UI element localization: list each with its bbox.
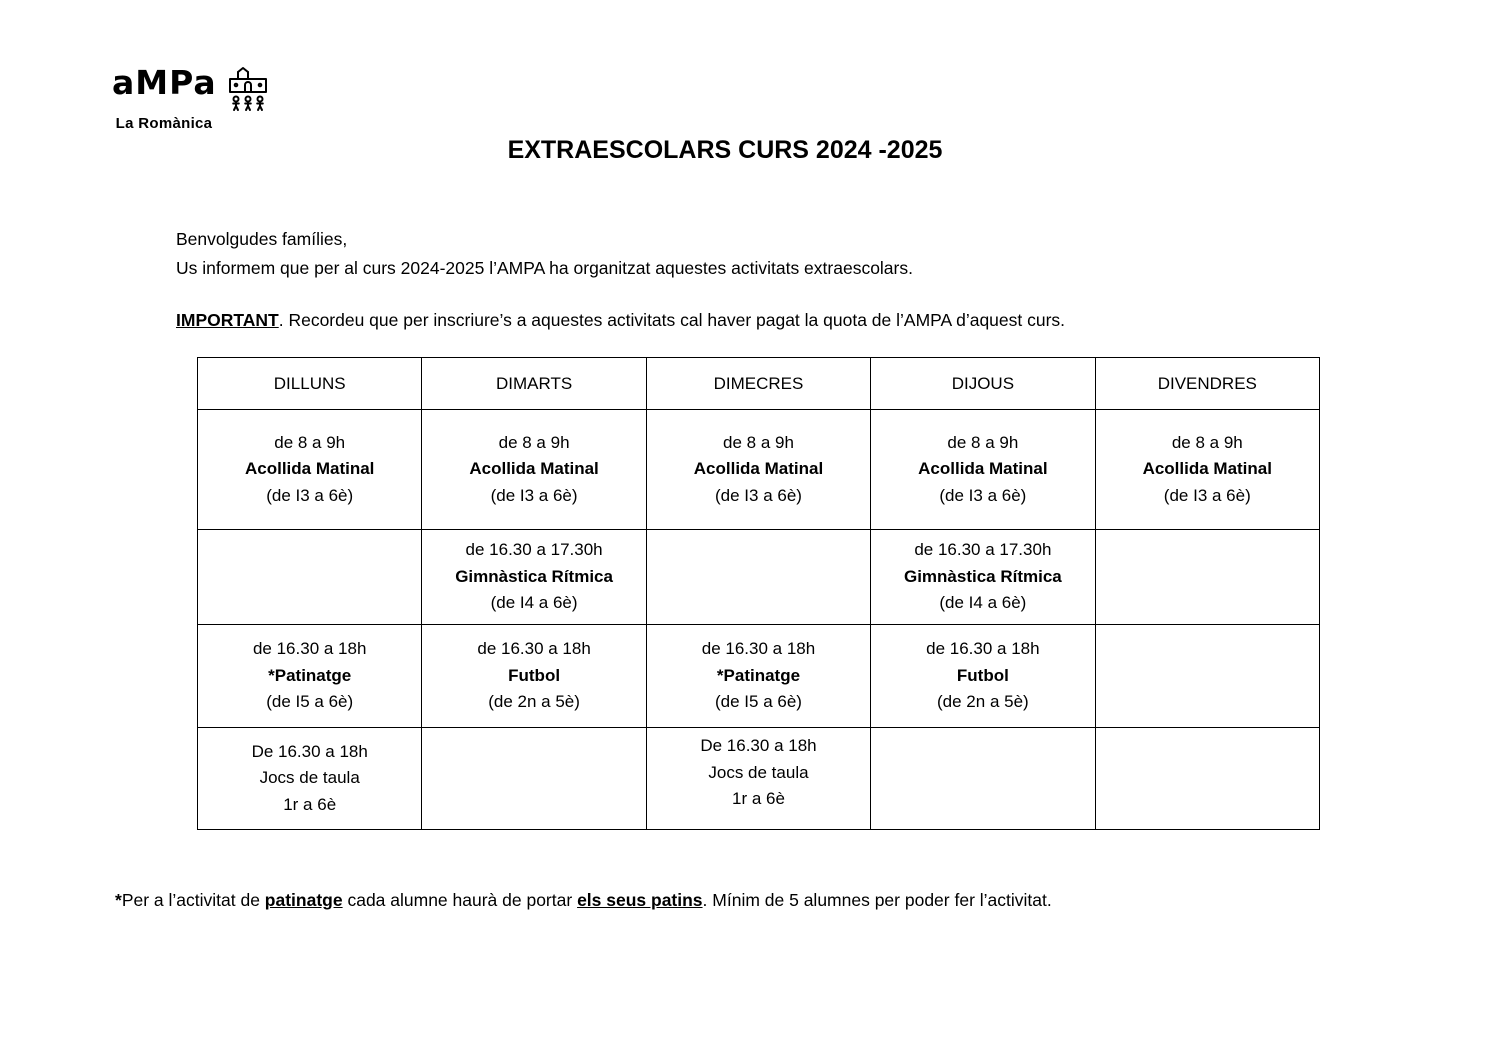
- schedule-cell-empty: [1095, 530, 1319, 625]
- table-row: [198, 728, 1320, 830]
- page-title: EXTRAESCOLARS CURS 2024 -2025: [507, 136, 943, 164]
- schedule-cell: [198, 728, 422, 830]
- schedule-cell: [198, 625, 422, 728]
- footnote-text-3: . Mínim de 5 alumnes per poder fer l’activitat.: [702, 890, 1052, 910]
- cell-time: de 16.30 a 17.30h: [914, 540, 1052, 560]
- cell-time: de 16.30 a 18h: [926, 639, 1040, 659]
- footnote-patinatge: patinatge: [264, 890, 343, 910]
- cell-time: de 8 a 9h: [1171, 432, 1243, 452]
- intro-line-2: Us informem que per al curs 2024-2025 l’AMPA ha organitzat aquestes activitats extraescolars.: [176, 257, 913, 278]
- cell-activity: Jocs de taula: [708, 762, 809, 782]
- table-row: [198, 410, 1320, 530]
- footnote-patins: els seus patins: [577, 890, 703, 910]
- col-header-dimarts: DIMARTS: [422, 358, 646, 410]
- cell-time: de 8 a 9h: [723, 432, 794, 452]
- intro-paragraph: [176, 225, 913, 282]
- col-header-dilluns: DILLUNS: [198, 358, 422, 410]
- schedule-cell-empty: [871, 728, 1095, 830]
- cell-activity: Futbol: [508, 665, 561, 685]
- schedule-cell-empty: [646, 530, 870, 625]
- schedule-cell: [422, 625, 646, 728]
- cell-activity: *Patinatge: [268, 665, 352, 685]
- cell-activity: Acollida Matinal: [1142, 459, 1272, 479]
- schedule-cell: [871, 625, 1095, 728]
- cell-group: (de I3 a 6è): [715, 485, 802, 505]
- cell-group: (de I5 a 6è): [266, 692, 354, 712]
- cell-activity: *Patinatge: [716, 665, 801, 685]
- col-header-dijous: DIJOUS: [871, 358, 1095, 410]
- logo-subtitle: La Romànica: [115, 115, 213, 132]
- footnote: [115, 889, 1052, 911]
- cell-group: (de I3 a 6è): [939, 485, 1027, 505]
- cell-group: (de I4 a 6è): [490, 593, 578, 613]
- cell-group: (de 2n a 5è): [488, 692, 580, 712]
- cell-group: (de 2n a 5è): [937, 692, 1029, 712]
- schedule-cell: [422, 530, 646, 625]
- header-row: [198, 358, 1320, 410]
- cell-group: (de I3 a 6è): [266, 485, 354, 505]
- schedule-cell-empty: [198, 530, 422, 625]
- cell-time: de 16.30 a 18h: [701, 639, 816, 659]
- cell-activity: Jocs de taula: [259, 768, 360, 788]
- cell-group: 1r a 6è: [732, 789, 785, 808]
- cell-group: (de I3 a 6è): [490, 485, 578, 505]
- cell-time: De 16.30 a 18h: [251, 741, 368, 761]
- cell-group: (de I4 a 6è): [939, 593, 1027, 613]
- cell-time: de 8 a 9h: [274, 432, 346, 452]
- cell-activity: Gimnàstica Rítmica: [903, 566, 1062, 586]
- schedule-cell: [422, 410, 646, 530]
- col-header-dimecres: DIMECRES: [646, 358, 870, 410]
- schedule-cell: [646, 625, 870, 728]
- cell-activity: Acollida Matinal: [693, 459, 824, 479]
- logo-wordmark: aMPa: [112, 63, 217, 102]
- footnote-text-2: cada alumne haurà de portar: [342, 890, 578, 910]
- important-label: IMPORTANT: [176, 310, 279, 330]
- schedule-cell: [871, 530, 1095, 625]
- cell-time: de 16.30 a 18h: [477, 639, 591, 659]
- cell-activity: Acollida Matinal: [469, 459, 599, 479]
- important-text: . Recordeu que per inscriure’s a aquestes activitats cal haver pagat la quota de l’AMPA d’aquest curs.: [278, 310, 1066, 330]
- cell-activity: Acollida Matinal: [244, 459, 375, 479]
- cell-time: de 16.30 a 18h: [252, 639, 367, 659]
- schedule-cell: [1095, 410, 1319, 530]
- table-row: [198, 625, 1320, 728]
- schedule-cell: [646, 728, 870, 830]
- schedule-table: [197, 357, 1320, 830]
- cell-time: de 8 a 9h: [498, 432, 570, 452]
- cell-group: (de I5 a 6è): [715, 692, 802, 712]
- cell-activity: Acollida Matinal: [918, 459, 1048, 479]
- schedule-cell: [646, 410, 870, 530]
- cell-group: (de I3 a 6è): [1163, 485, 1251, 505]
- schedule-cell-empty: [1095, 728, 1319, 830]
- cell-group: 1r a 6è: [283, 794, 337, 814]
- cell-activity: Gimnàstica Rítmica: [455, 566, 613, 586]
- cell-time: De 16.30 a 18h: [700, 736, 817, 755]
- schedule-cell: [871, 410, 1095, 530]
- schedule-cell-empty: [1095, 625, 1319, 728]
- logo: [112, 63, 272, 132]
- cell-time: de 16.30 a 17.30h: [465, 540, 603, 560]
- intro-line-1: Benvolgudes famílies,: [176, 229, 348, 249]
- cell-time: de 8 a 9h: [947, 432, 1019, 452]
- col-header-divendres: DIVENDRES: [1095, 358, 1319, 410]
- cell-activity: Futbol: [956, 665, 1009, 685]
- table-row: [198, 530, 1320, 625]
- footnote-text-1: Per a l’activitat de: [121, 890, 265, 910]
- footnote-star: *: [115, 890, 122, 910]
- building-doodle-icon: [224, 66, 272, 114]
- schedule-cell: [198, 410, 422, 530]
- important-note: [176, 310, 1065, 330]
- schedule-cell-empty: [422, 728, 646, 830]
